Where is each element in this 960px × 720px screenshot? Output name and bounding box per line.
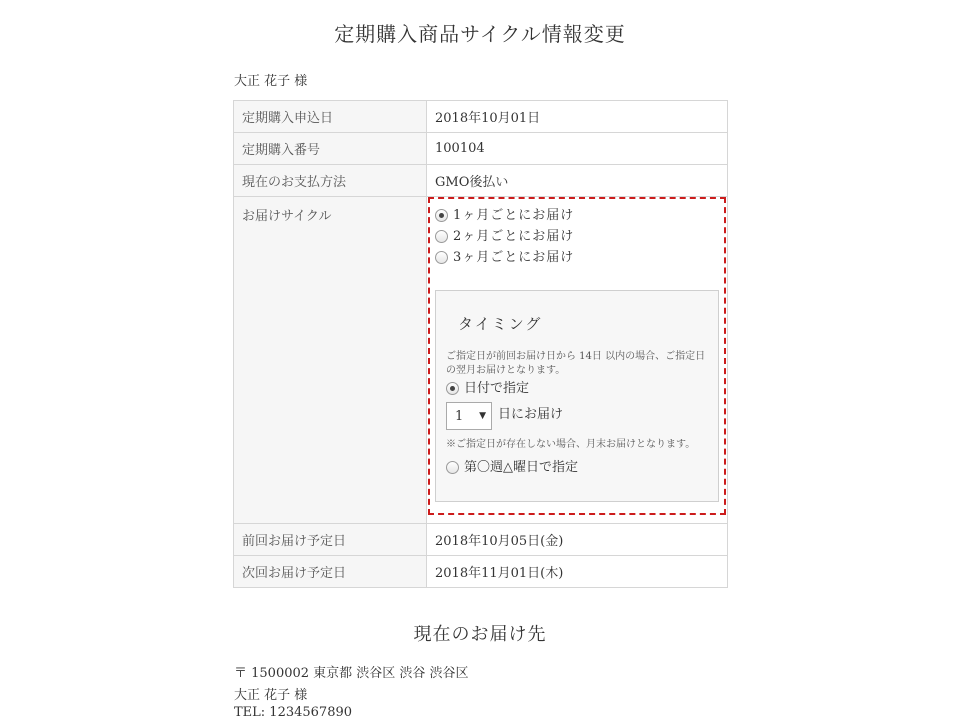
next-delivery-label: 次回お届け予定日 (234, 556, 427, 588)
timing-note-month-end: ※ご指定日が存在しない場合、月末お届けとなります。 (446, 439, 696, 450)
delivery-address: 〒 1500002 東京都 渋谷区 渋谷 渋谷区 (234, 666, 469, 681)
customer-name: 大正 花子 様 (234, 74, 308, 89)
delivery-cycle-cell (427, 197, 728, 524)
prev-delivery-label: 前回お届け予定日 (234, 524, 427, 556)
timing-by-date-label: 日付で指定 (464, 381, 530, 396)
timing-panel (435, 290, 719, 502)
table-row (234, 133, 728, 165)
payment-method-value: GMO後払い (427, 165, 728, 197)
cycle-radio-group (435, 205, 719, 268)
cycle-option-1[interactable] (435, 205, 719, 226)
radio-button[interactable] (435, 230, 448, 243)
radio-button[interactable] (446, 461, 459, 474)
radio-button[interactable] (446, 382, 459, 395)
delivery-tel: TEL: 1234567890 (234, 705, 353, 720)
order-number-label: 定期購入番号 (234, 133, 427, 165)
timing-note: ご指定日が前回お届け日から 14日 以内の場合、ご指定日の翌月お届けとなります。 (446, 351, 706, 376)
delivery-recipient-name: 大正 花子 様 (234, 688, 308, 703)
page-title: 定期購入商品サイクル情報変更 (334, 22, 626, 46)
payment-method-label: 現在のお支払方法 (234, 165, 427, 197)
table-row (234, 524, 728, 556)
order-number-value: 100104 (427, 133, 728, 165)
timing-by-week-label: 第〇週△曜日で指定 (464, 460, 578, 475)
day-select-value: 1 (455, 408, 464, 424)
next-delivery-value: 2018年11月01日(木) (427, 556, 728, 588)
day-select-row (446, 402, 708, 430)
delivery-cycle-label: お届けサイクル (234, 197, 427, 524)
delivery-section-title: 現在のお届け先 (413, 624, 547, 645)
timing-by-date-option[interactable] (446, 380, 708, 398)
timing-by-week-option[interactable] (446, 456, 708, 475)
cycle-option-label: 3ヶ月ごとにお届け (453, 250, 575, 265)
prev-delivery-value: 2018年10月05日(金) (427, 524, 728, 556)
cycle-option-3[interactable] (435, 247, 719, 268)
order-date-value: 2018年10月01日 (427, 101, 728, 133)
table-row (234, 165, 728, 197)
subscription-info-table (233, 100, 728, 588)
cycle-option-label: 1ヶ月ごとにお届け (453, 208, 575, 223)
cycle-option-label: 2ヶ月ごとにお届け (453, 229, 575, 244)
order-date-label: 定期購入申込日 (234, 101, 427, 133)
cycle-option-2[interactable] (435, 226, 719, 247)
table-row (234, 556, 728, 588)
day-select[interactable] (446, 402, 492, 430)
radio-button[interactable] (435, 209, 448, 222)
radio-button[interactable] (435, 251, 448, 264)
table-row (234, 101, 728, 133)
chevron-down-icon: ▼ (479, 411, 486, 421)
table-row (234, 197, 728, 524)
timing-title: タイミング (458, 315, 543, 333)
day-suffix-label: 日にお届け (498, 406, 564, 422)
